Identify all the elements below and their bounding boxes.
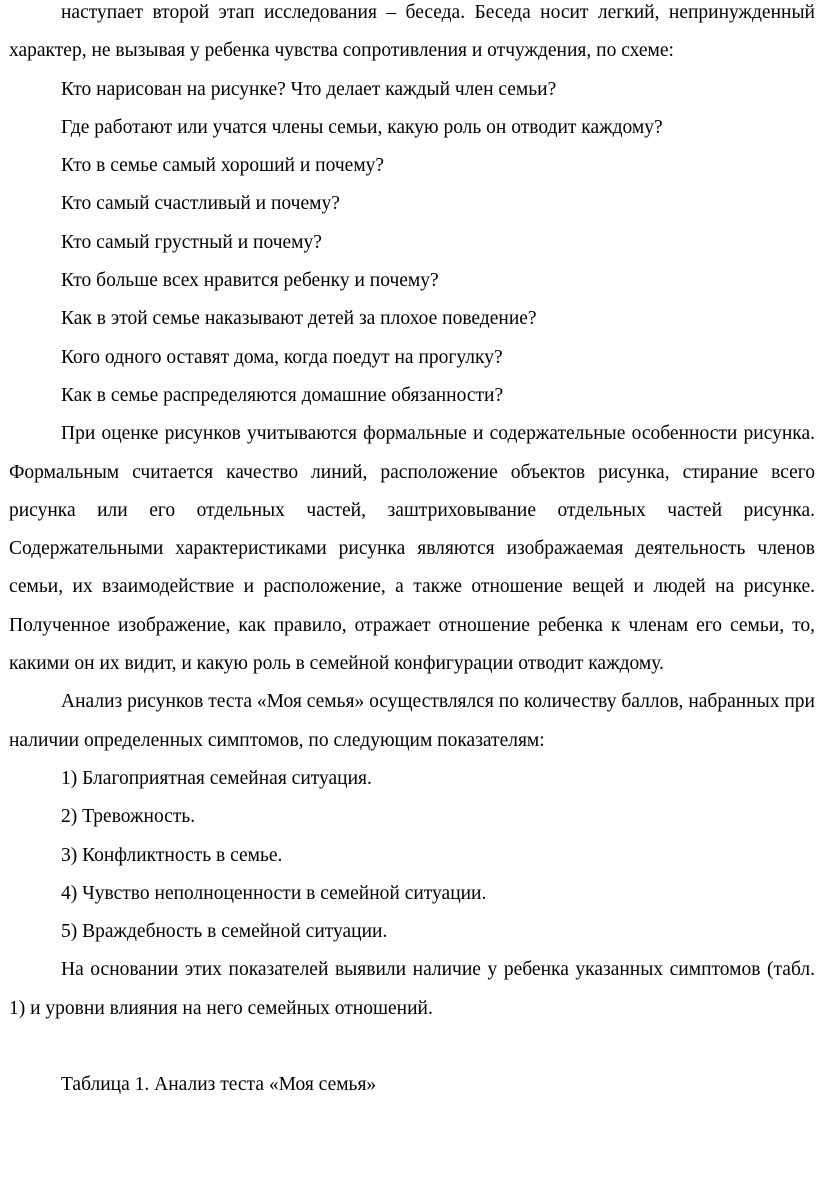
indicator-item: 2) Тревожность. [61, 806, 196, 828]
question-item: Кто самый грустный и почему? [61, 231, 322, 253]
indicator-list [9, 760, 815, 951]
question-item: Кто в семье самый хороший и почему? [61, 155, 385, 177]
question-item: Где работают или учатся члены семьи, какую роль он отводит каждому? [61, 116, 663, 138]
paragraph-intro: наступает второй этап исследования – беседа. Беседа носит легкий, непринужденный характер, не вызывая у ребенка чувства сопротивления и отчуждения, по схеме: [9, 2, 815, 62]
question-item: Кто больше всех нравится ребенку и почему? [61, 270, 439, 292]
paragraph-analysis: Анализ рисунков теста «Моя семья» осуществлялся по количеству баллов, набранных при наличии определенных симптомов, по следующим показателям: [9, 691, 815, 751]
question-list [9, 71, 815, 416]
indicator-item: 5) Враждебность в семейной ситуации. [61, 921, 388, 943]
indicator-item: 3) Конфликтность в семье. [61, 844, 283, 866]
paragraph-assessment: При оценке рисунков учитываются формальные и содержательные особенности рисунка. Формальным считается качество линий, расположение объектов рисунка, стирание всего рисунка или его отдельных частей, заштриховывание отдельных частей рисунка. Содержательными характеристиками рисунка являются изображаемая деятельность членов семьи, их взаимодействие и расположение, а также отношение вещей и людей на рисунке. Полученное изображение, как правило, отражает отношение ребенка к членам его семьи, то, какими он их видит, и какую роль в семейной конфигурации отводит каждому. [9, 423, 815, 675]
question-item: Кого одного оставят дома, когда поедут на прогулку? [61, 346, 503, 368]
document-page [9, 0, 815, 1104]
indicator-item: 4) Чувство неполноценности в семейной ситуации. [61, 882, 487, 904]
paragraph-conclusion: На основании этих показателей выявили наличие у ребенка указанных симптомов (табл. 1) и уровни влияния на него семейных отношений. [9, 959, 815, 1019]
question-item: Как в семье распределяются домашние обязанности? [61, 384, 504, 406]
question-item: Кто самый счастливый и почему? [61, 193, 340, 215]
question-item: Кто нарисован на рисунке? Что делает каждый член семьи? [61, 78, 557, 100]
table-caption: Таблица 1. Анализ теста «Моя семья» [61, 1074, 377, 1096]
question-item: Как в этой семье наказывают детей за плохое поведение? [61, 308, 537, 330]
indicator-item: 1) Благоприятная семейная ситуация. [61, 767, 372, 789]
